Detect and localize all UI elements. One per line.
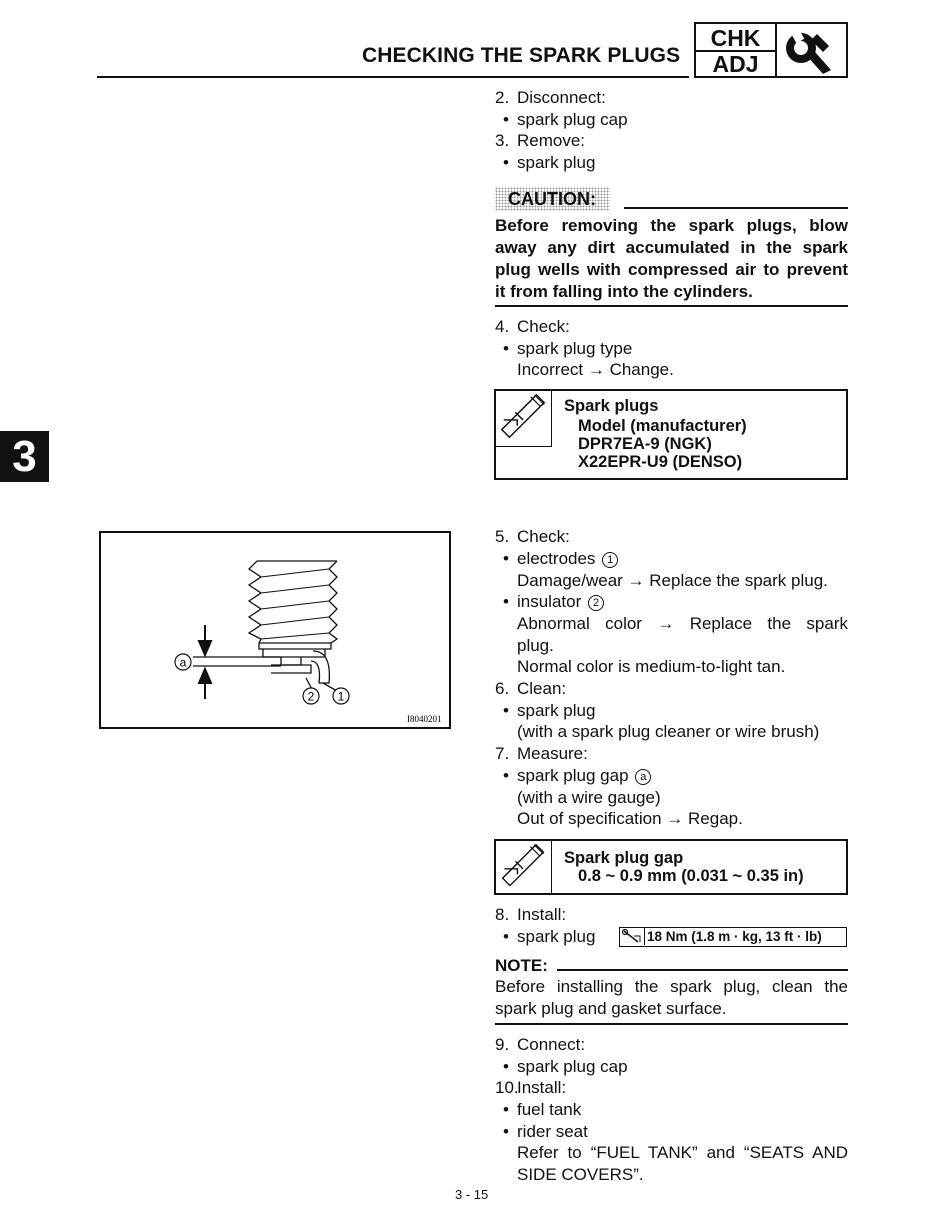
measure-note: (with a wire gauge): [517, 788, 661, 807]
step-10-item: rider seat: [517, 1122, 588, 1141]
spec-title: Spark plugs: [564, 397, 659, 415]
badge-adj-label: ADJ: [712, 51, 759, 77]
note-text: Before installing the spark plug, clean the spark plug and gasket surface.: [495, 977, 848, 1018]
spec-line: Model (manufacturer): [578, 417, 747, 435]
label-a: a: [179, 655, 187, 670]
caliper-icon: [496, 841, 552, 893]
insulator-label: insulator: [517, 592, 582, 611]
bullet: •: [503, 1122, 509, 1141]
chapter-tab: 3: [0, 431, 49, 482]
step-9-text: Connect:: [517, 1035, 586, 1054]
caution-label: CAUTION:: [495, 187, 610, 211]
step-10-number: 10.: [495, 1078, 519, 1097]
note-end-rule: [495, 1023, 848, 1025]
ref-1: 1: [602, 552, 618, 568]
measure-note: Out of specification → Regap.: [517, 809, 743, 828]
bullet: •: [503, 592, 509, 611]
bullet: •: [503, 110, 509, 129]
spec-title: Spark plug gap: [564, 849, 684, 867]
electrodes-label: electrodes: [517, 549, 596, 568]
step-8-number: 8.: [495, 905, 510, 924]
spark-plug-illustration: [101, 533, 449, 727]
step-5-number: 5.: [495, 527, 510, 546]
bullet: •: [503, 153, 509, 172]
ref-2: 2: [588, 595, 604, 611]
page-number: 3 - 15: [455, 1187, 489, 1202]
caution-rule: [624, 207, 848, 209]
electrodes-note: Damage/wear → Replace the spark plug.: [517, 571, 828, 590]
insulator-note: plug.: [517, 636, 554, 655]
step-3-number: 3.: [495, 131, 510, 150]
insulator-item: [517, 591, 604, 613]
step-2-text: Disconnect:: [517, 88, 606, 107]
wrench-icon: [777, 26, 845, 76]
chk-adj-badge: [694, 22, 848, 78]
bullet: •: [503, 927, 509, 946]
step-7-number: 7.: [495, 744, 510, 763]
spec-value: 0.8 ~ 0.9 mm (0.031 ~ 0.35 in): [578, 867, 804, 885]
step-10-text: Install:: [517, 1078, 567, 1097]
measure-label: spark plug gap: [517, 766, 629, 785]
step-4-number: 4.: [495, 317, 510, 336]
step-2-number: 2.: [495, 88, 510, 107]
insulator-note: Abnormal color → Replace the spark: [517, 614, 848, 633]
refer-text: SIDE COVERS”.: [517, 1165, 644, 1184]
install-item: spark plug: [517, 927, 596, 946]
insulator-note: Normal color is medium-to-light tan.: [517, 657, 786, 676]
electrodes-item: [517, 548, 618, 570]
caution-text: Before removing the spark plugs, blow away any dirt accumulated in the spark plug wells with compressed air to prevent it from falling into the cylinders.: [495, 216, 848, 301]
spec-box-spark-plugs: [494, 389, 848, 480]
spec-box-gap: [494, 839, 848, 895]
step-6-text: Clean:: [517, 679, 567, 698]
caliper-icon: [496, 391, 552, 447]
step-9-item: spark plug cap: [517, 1057, 628, 1076]
figure-code: I8040201: [407, 714, 442, 724]
spark-plug-figure: [99, 531, 451, 729]
step-8-text: Install:: [517, 905, 567, 924]
bullet: •: [503, 1057, 509, 1076]
torque-spec: [619, 927, 847, 947]
step-3-item: spark plug: [517, 153, 596, 172]
clean-item: spark plug: [517, 701, 596, 720]
page-title: CHECKING THE SPARK PLUGS: [362, 44, 681, 67]
title-rule: [97, 76, 689, 78]
note-label: NOTE:: [495, 956, 548, 975]
label-1: 1: [337, 689, 345, 704]
measure-item: [517, 765, 651, 787]
label-2: 2: [307, 689, 315, 704]
ref-a: a: [635, 769, 651, 785]
bullet: •: [503, 766, 509, 785]
step-7-text: Measure:: [517, 744, 588, 763]
step-4-item: spark plug type: [517, 339, 633, 358]
spec-line: X22EPR-U9 (DENSO): [578, 453, 743, 471]
torque-wrench-icon: [620, 928, 645, 945]
bullet: •: [503, 701, 509, 720]
step-10-item: fuel tank: [517, 1100, 582, 1119]
refer-text: Refer to “FUEL TANK” and “SEATS AND: [517, 1143, 848, 1162]
bullet: •: [503, 549, 509, 568]
caution-end-rule: [495, 305, 848, 307]
step-4-text: Check:: [517, 317, 570, 336]
step-4-note: Incorrect → Change.: [517, 360, 674, 379]
note-rule: [557, 969, 848, 971]
badge-chk-label: CHK: [696, 24, 775, 52]
step-5-text: Check:: [517, 527, 570, 546]
torque-value: 18 Nm (1.8 m · kg, 13 ft · lb): [647, 929, 822, 944]
bullet: •: [503, 339, 509, 358]
clean-note: (with a spark plug cleaner or wire brush): [517, 722, 820, 741]
spec-line: DPR7EA-9 (NGK): [578, 435, 712, 453]
bullet: •: [503, 1100, 509, 1119]
step-6-number: 6.: [495, 679, 510, 698]
step-2-item: spark plug cap: [517, 110, 628, 129]
step-9-number: 9.: [495, 1035, 510, 1054]
step-3-text: Remove:: [517, 131, 586, 150]
